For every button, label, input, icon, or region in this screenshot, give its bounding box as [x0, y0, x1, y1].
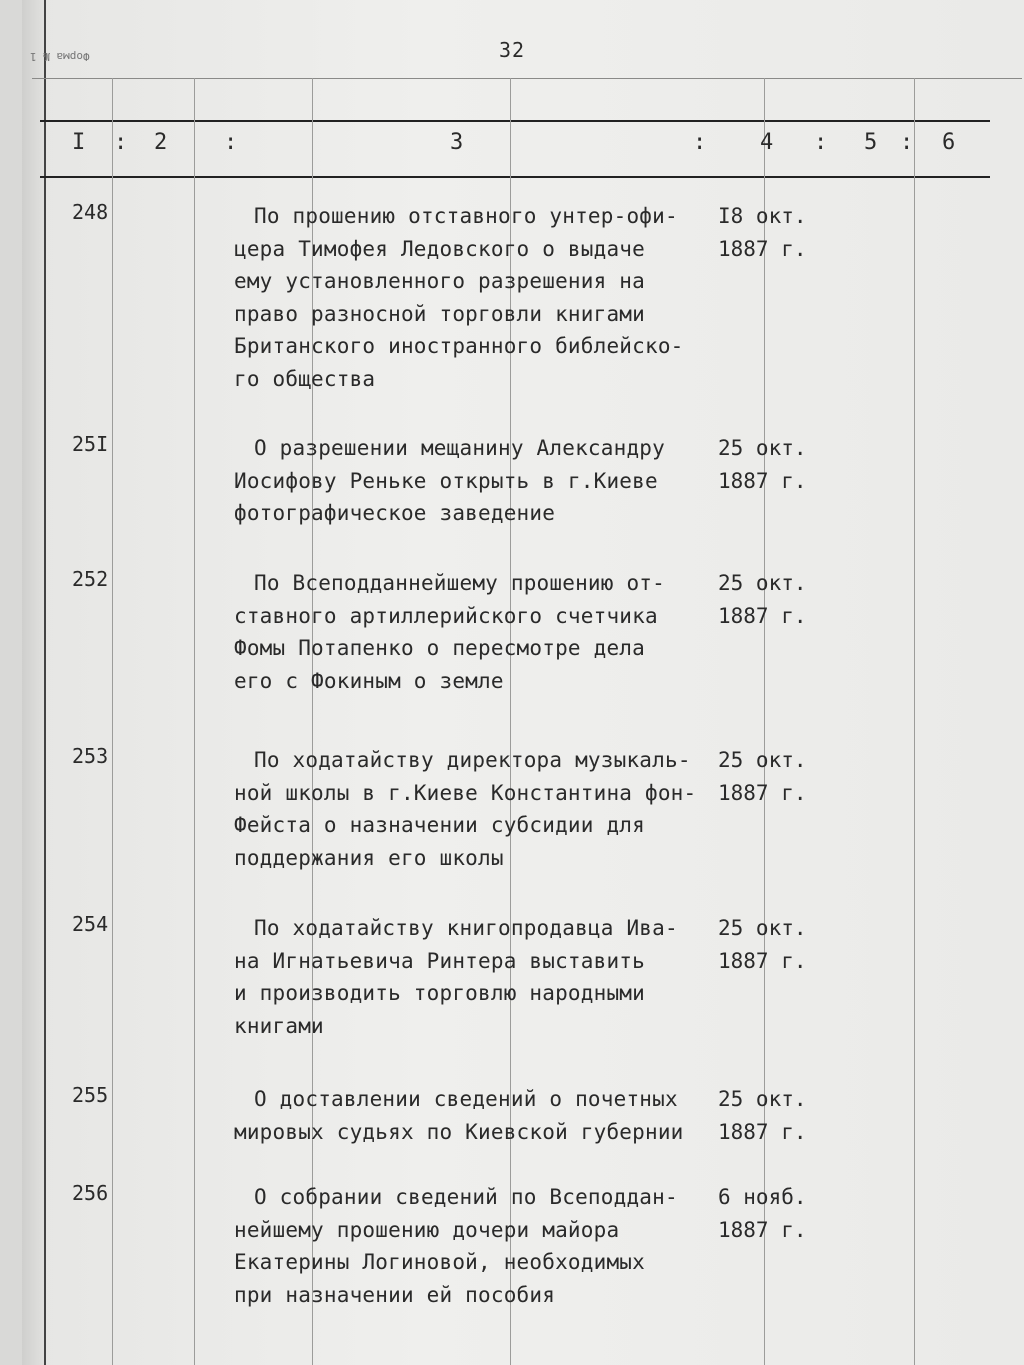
column-separator: : [814, 130, 828, 155]
entry-description: По прошению отставного унтер-офи- цера Тимофея Ледовского о выдаче ему установленного разрешения на право разносной торговли книгами Британского иностранного библейско- го общества [234, 204, 684, 391]
header-rule-bottom [40, 176, 990, 178]
entry-number: 25I [72, 432, 109, 456]
document-page [22, 0, 1024, 1365]
entry-number: 248 [72, 200, 109, 224]
column-header-row [22, 130, 1024, 160]
entry-number: 252 [72, 567, 109, 591]
entry-description: По Всеподданнейшему прошению от- ставного артиллерийского счетчика Фомы Потапенко о пересмотре дела его с Фокиным о земле [234, 571, 665, 693]
entry-description: По ходатайству книгопродавца Ива- на Игнатьевича Ринтера выставить и производить торговлю народными книгами [234, 916, 678, 1038]
entry-date: I8 окт. 1887 г. [718, 204, 807, 261]
form-label: Форма № 1 [30, 50, 90, 63]
page-number: 32 [499, 38, 526, 62]
entry-date: 25 окт. 1887 г. [718, 748, 807, 805]
column-header-1: I [72, 130, 86, 155]
column-header-2: 2 [154, 130, 168, 155]
entry-description: О разрешении мещанину Александру Иосифову Реньке открыть в г.Киеве фотографическое заведение [234, 436, 665, 525]
entry-description: По ходатайству директора музыкаль- ной школы в г.Киеве Константина фон- Фейста о назначении субсидии для поддержания его школы [234, 748, 697, 870]
column-divider [764, 78, 765, 1365]
column-header-5: 5 [864, 130, 878, 155]
top-border [32, 78, 1022, 79]
entry-description: О доставлении сведений о почетных мировых судьях по Киевской губернии [234, 1087, 684, 1144]
entry-number: 255 [72, 1083, 109, 1107]
entry-description: О собрании сведений по Всеподдан- нейшему прошению дочери майора Екатерины Логиновой, необходимых при назначении ей пособия [234, 1185, 678, 1307]
entry-number: 256 [72, 1181, 109, 1205]
entry-date: 25 окт. 1887 г. [718, 571, 807, 628]
entry-date: 25 окт. 1887 г. [718, 436, 807, 493]
column-divider [194, 78, 195, 1365]
column-separator: : [114, 130, 128, 155]
column-header-6: 6 [942, 130, 956, 155]
column-separator: : [900, 130, 914, 155]
column-separator: : [224, 130, 238, 155]
entry-date: 25 окт. 1887 г. [718, 916, 807, 973]
column-header-4: 4 [760, 130, 774, 155]
entry-number: 253 [72, 744, 109, 768]
column-divider [112, 78, 113, 1365]
entry-date: 6 нояб. 1887 г. [718, 1185, 807, 1242]
binding-edge [22, 0, 46, 1365]
entry-number: 254 [72, 912, 109, 936]
column-divider [914, 78, 915, 1365]
column-separator: : [693, 130, 707, 155]
column-header-3: 3 [450, 130, 464, 155]
header-rule-top [40, 120, 990, 122]
entry-date: 25 окт. 1887 г. [718, 1087, 807, 1144]
